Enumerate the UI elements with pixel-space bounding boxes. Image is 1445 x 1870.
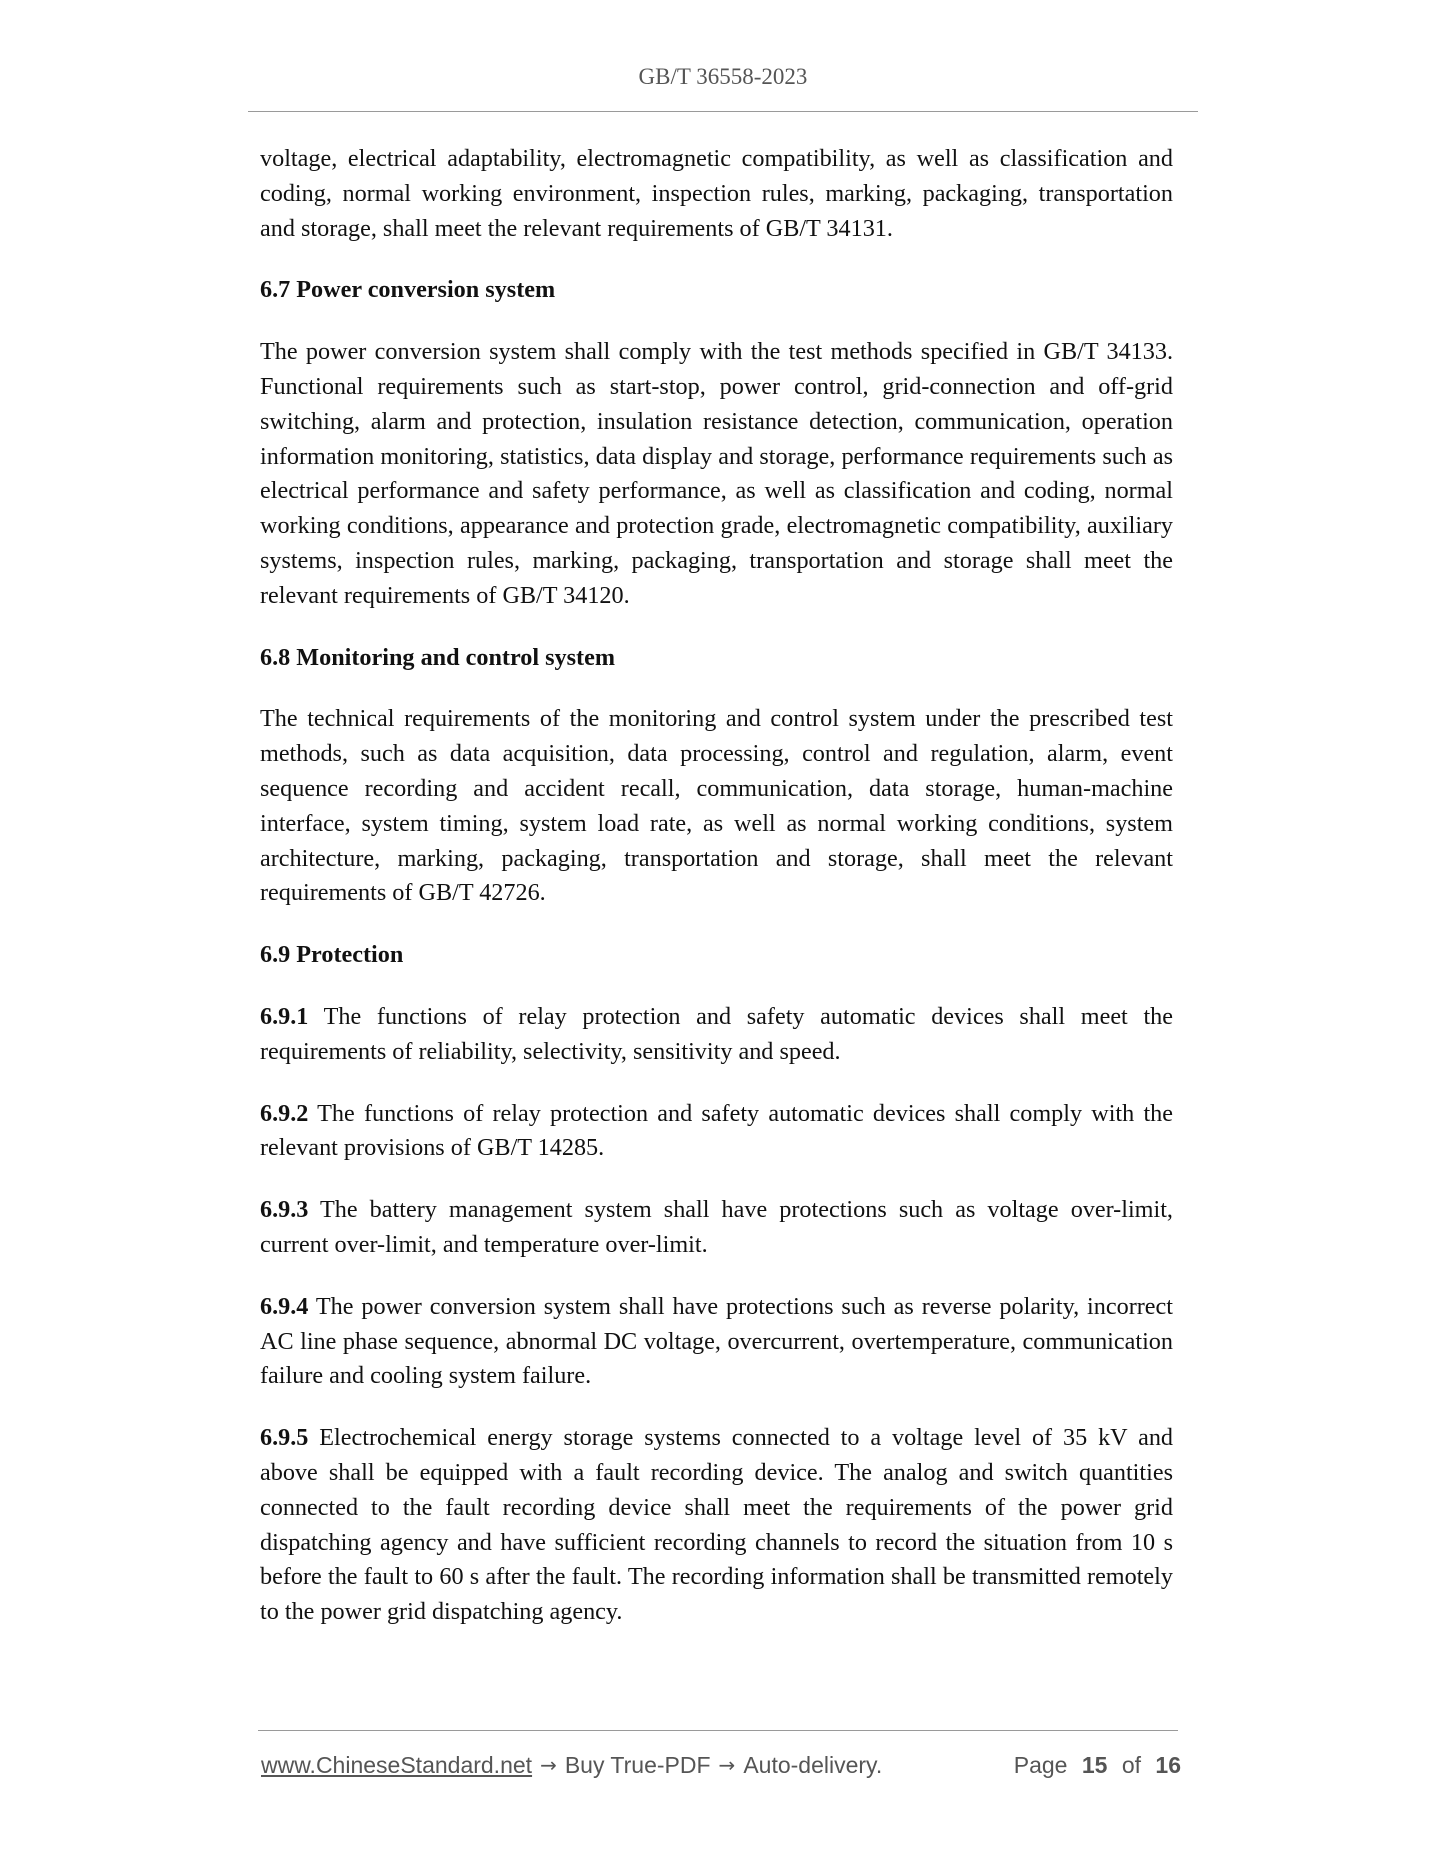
clause-6-9-1: [260, 1000, 1173, 1070]
current-page-number: 15: [1081, 1751, 1108, 1778]
section-body-6-7: The power conversion system shall comply with the test methods specified in GB/T 34133. Functional requirements such as start-stop, power control, grid-connection and off-grid switching, alarm and protection, insulation resistance detection, communication, operation information monitoring, statistics, data display and storage, performance requirements such as electrical performance and safety performance, as well as classification and coding, normal working conditions, appearance and protection grade, electromagnetic compatibility, auxiliary systems, inspection rules, marking, packaging, transportation and storage shall meet the relevant requirements of GB/T 34120.: [260, 338, 1173, 609]
document-id-header: GB/T 36558-2023: [638, 64, 808, 89]
clause-6-9-3: [260, 1193, 1173, 1263]
section-body-6-8: The technical requirements of the monitoring and control system under the prescribed test methods, such as data acquisition, data processing, control and regulation, alarm, event sequence recording and accident recall, communication, data storage, human-machine interface, system timing, system load rate, as well as normal working conditions, system architecture, marking, packaging, transportation and storage, shall meet the relevant requirements of GB/T 42726.: [260, 705, 1173, 907]
buy-true-pdf-text: Buy True-PDF: [564, 1751, 711, 1778]
clause-text: The functions of relay protection and safety automatic devices shall comply with the relevant provisions of GB/T 14285.: [260, 1099, 1173, 1162]
of-label: of: [1121, 1751, 1142, 1778]
clause-text: The battery management system shall have protections such as voltage over-limit, current over-limit, and temperature over-limit.: [260, 1196, 1173, 1258]
page-label: Page: [1013, 1751, 1068, 1778]
footer-promo: [261, 1752, 882, 1779]
section-heading-6-8: 6.8 Monitoring and control system: [260, 643, 615, 671]
clause-text: Electrochemical energy storage systems connected to a voltage level of 35 kV and above shall be equipped with a fault recording device. The analog and switch quantities connected to the fault recording device shall meet the requirements of the power grid dispatching agency and have sufficient recording channels to record the situation from 10 s before the fault to 60 s after the fault. The recording information shall be transmitted remotely to the power grid dispatching agency.: [260, 1424, 1174, 1626]
clause-number: 6.9.5: [260, 1424, 309, 1452]
clause-number: 6.9.1: [260, 1002, 309, 1030]
header-divider: [248, 111, 1198, 112]
intro-paragraph: voltage, electrical adaptability, electromagnetic compatibility, as well as classification and coding, normal working environment, inspection rules, marking, packaging, transportation and storage, shall meet the relevant requirements of GB/T 34131.: [260, 145, 1173, 242]
clause-number: 6.9.2: [260, 1099, 309, 1127]
clause-text: The power conversion system shall have protections such as reverse polarity, incorrect AC line phase sequence, abnormal DC voltage, overcurrent, overtemperature, communication failure and cooling system failure.: [260, 1292, 1173, 1390]
clause-6-9-5: [260, 1421, 1173, 1630]
footer-divider: [258, 1730, 1178, 1731]
document-body: [260, 142, 1173, 1657]
clause-number: 6.9.3: [260, 1196, 309, 1224]
section-heading-6-7: 6.7 Power conversion system: [260, 276, 556, 304]
chinesestandard-link[interactable]: www.ChineseStandard.net: [261, 1751, 533, 1778]
page-footer: [261, 1748, 1181, 1782]
clause-text: The functions of relay protection and safety automatic devices shall meet the requirements of reliability, selectivity, sensitivity and speed.: [260, 1002, 1173, 1065]
auto-delivery-text: Auto-delivery.: [743, 1751, 883, 1778]
arrow-right-icon: →: [718, 1753, 736, 1777]
clause-6-9-4: [260, 1290, 1173, 1394]
arrow-right-icon: →: [540, 1753, 557, 1777]
section-heading-6-9: 6.9 Protection: [260, 941, 404, 969]
clause-number: 6.9.4: [260, 1292, 309, 1320]
total-pages-number: 16: [1155, 1751, 1181, 1778]
clause-6-9-2: [260, 1097, 1173, 1167]
page-indicator: [1006, 1752, 1181, 1779]
